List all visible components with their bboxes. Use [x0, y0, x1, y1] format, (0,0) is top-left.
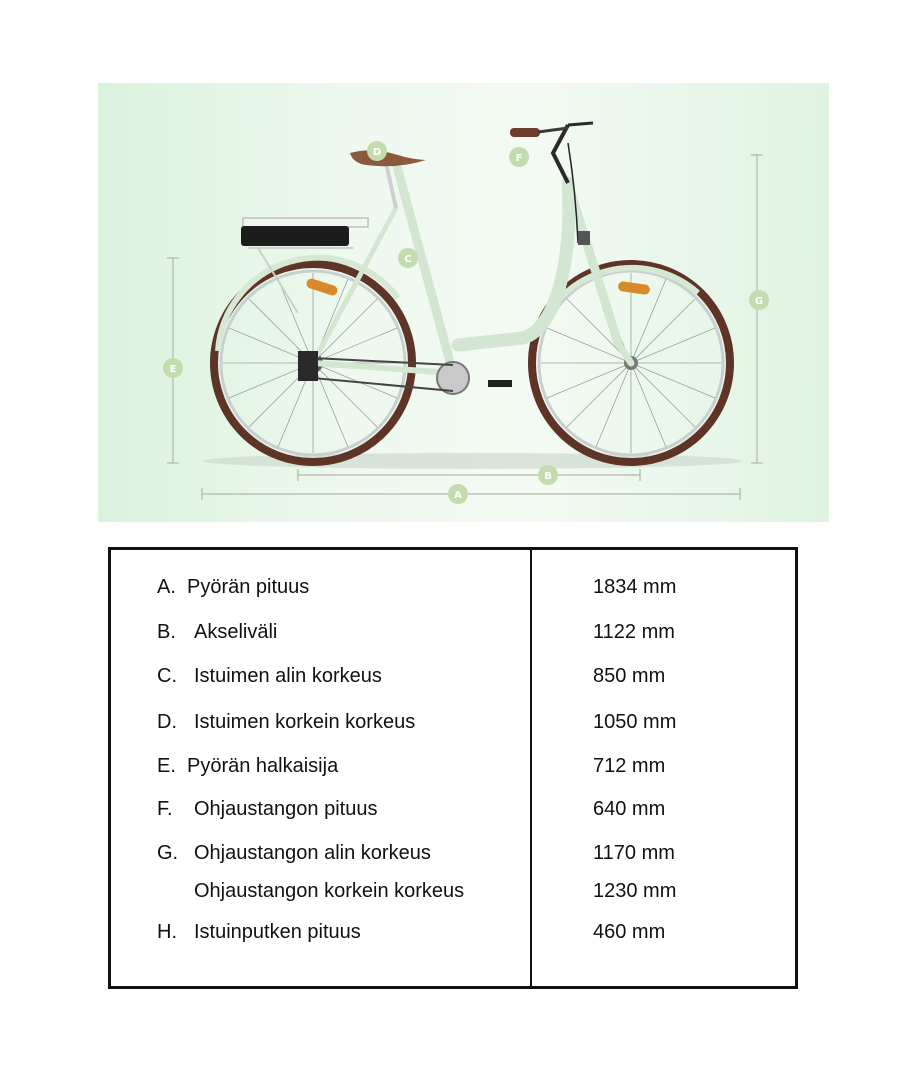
marker-c	[398, 248, 418, 268]
spec-row-a	[111, 574, 795, 600]
svg-text:E: E	[169, 364, 177, 375]
spec-value: 1230 mm	[593, 880, 677, 902]
spec-value: 640 mm	[593, 798, 666, 820]
svg-text:B: B	[544, 471, 552, 482]
specification-table	[108, 547, 798, 989]
svg-text:C: C	[404, 254, 412, 265]
spec-row-d	[111, 709, 795, 735]
spec-value: 850 mm	[593, 665, 666, 687]
marker-e	[163, 358, 183, 378]
spec-value: 1122 mm	[593, 621, 675, 643]
marker-d	[367, 141, 387, 161]
spec-row-f	[111, 796, 795, 822]
spec-row-e	[111, 753, 795, 779]
spec-row-b	[111, 619, 795, 645]
svg-text:F: F	[515, 153, 523, 164]
spec-row-c	[111, 663, 795, 689]
marker-g	[749, 290, 769, 310]
marker-b	[538, 465, 558, 485]
spec-label: F. Ohjaustangon pituus	[157, 798, 378, 820]
handlebar-grip	[510, 128, 540, 137]
spec-label: G. Ohjaustangon alin korkeus	[157, 842, 431, 864]
spec-label: H. Istuinputken pituus	[157, 921, 361, 943]
spec-label: Ohjaustangon korkein korkeus	[194, 880, 465, 902]
marker-a	[448, 484, 468, 504]
spec-row-h	[111, 919, 795, 945]
battery-pack	[241, 226, 349, 246]
spec-label: D. Istuimen korkein korkeus	[157, 711, 416, 733]
spec-label: B. Akseliväli	[157, 621, 278, 643]
spec-value: 1050 mm	[593, 711, 677, 733]
spec-row-g	[111, 840, 795, 866]
spec-value: 1834 mm	[593, 576, 677, 598]
marker-f	[509, 147, 529, 167]
svg-text:D: D	[372, 147, 382, 158]
spec-label: C. Istuimen alin korkeus	[157, 665, 382, 687]
bike-illustration	[98, 83, 829, 522]
spec-value: 712 mm	[593, 755, 666, 777]
spec-label: E. Pyörän halkaisija	[157, 755, 339, 777]
spec-label: A. Pyörän pituus	[157, 576, 310, 598]
svg-text:A: A	[454, 490, 462, 501]
saddle	[350, 150, 426, 166]
bike-geometry-figure	[98, 83, 829, 522]
spec-value: 1170 mm	[593, 842, 675, 864]
spec-value: 460 mm	[593, 921, 666, 943]
spec-row-g2	[111, 878, 795, 904]
svg-text:G: G	[754, 296, 764, 307]
